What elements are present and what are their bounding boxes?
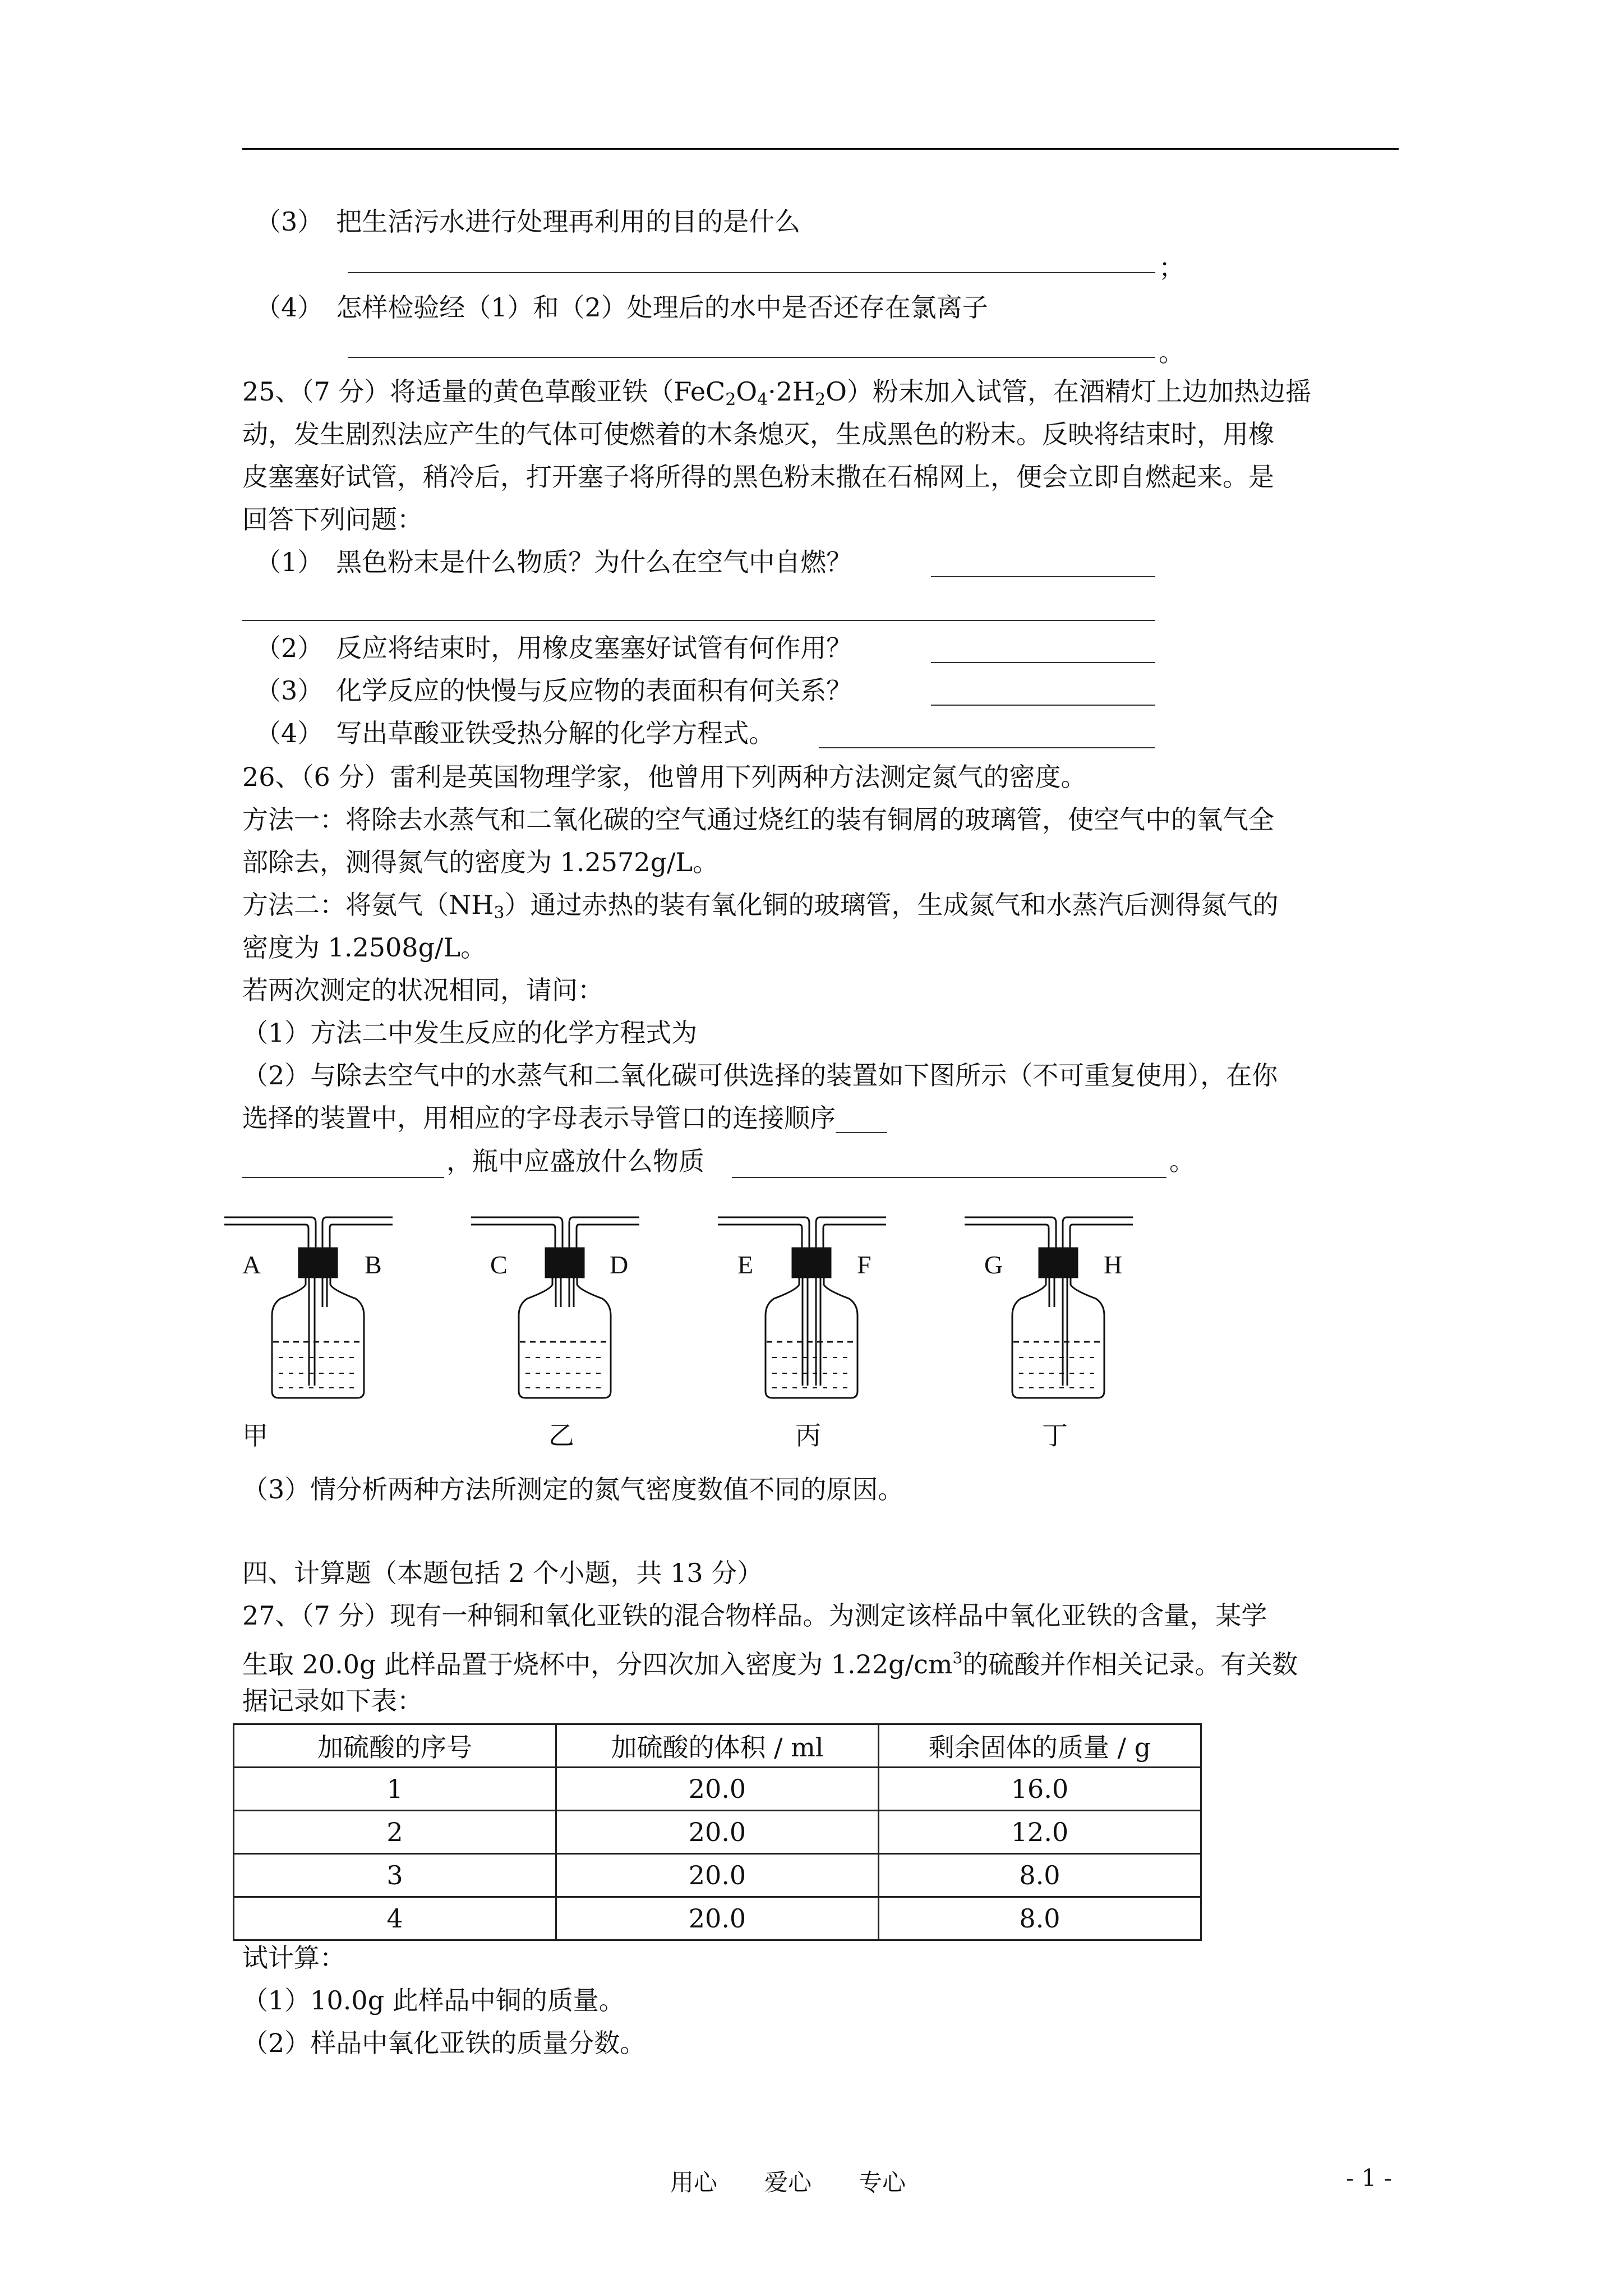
table-cell: 3 <box>234 1854 556 1897</box>
answer-blank <box>931 705 1155 706</box>
q27-2: （2）样品中氧化亚铁的质量分数。 <box>242 2028 646 2058</box>
q26-2c-end: 。 <box>1169 1146 1195 1176</box>
q25-line4: 回答下列问题： <box>242 504 423 535</box>
table-row <box>234 1811 1201 1854</box>
section-4-title: 四、计算题（本题包括 2 个小题，共 13 分） <box>242 1558 763 1588</box>
bottle-bing <box>718 1217 886 1398</box>
q25-stem <box>242 375 1311 417</box>
q26-text: ）通过赤热的装有氧化铜的玻璃管，生成氮气和水蒸汽后测得氮气的 <box>504 890 1279 920</box>
q26-condition: 若两次测定的状况相同，请问： <box>242 975 603 1005</box>
q26-method2 <box>242 888 1278 930</box>
table-header: 加硫酸的序号 <box>234 1724 556 1768</box>
q26-method1: 方法一：将除去水蒸气和二氧化碳的空气通过烧红的装有铜屑的玻璃管，使空气中的氧气全 <box>242 804 1274 835</box>
q24-4: （4） 怎样检验经（1）和（2）处理后的水中是否还存在氯离子 <box>255 292 988 323</box>
table-cell: 12.0 <box>879 1811 1201 1854</box>
table-cell: 4 <box>234 1897 556 1940</box>
table-row <box>234 1897 1201 1940</box>
q26-2b: 选择的装置中，用相应的字母表示导管口的连接顺序____ <box>242 1103 887 1133</box>
port-label: D <box>610 1250 629 1279</box>
q26-3: （3）情分析两种方法所测定的氮气密度数值不同的原因。 <box>242 1474 904 1504</box>
q27-line2 <box>242 1641 1298 1681</box>
q27-line3: 据记录如下表： <box>242 1686 423 1716</box>
q24-3-end: ； <box>1159 252 1184 283</box>
table-cell: 8.0 <box>879 1897 1201 1940</box>
q25-line2: 动，发生剧烈法应产生的气体可使燃着的木条熄灭，生成黑色的粉末。反映将结束时，用橡 <box>242 419 1274 449</box>
subscript: 4 <box>757 390 768 409</box>
q25-text: O <box>736 376 758 407</box>
data-table <box>233 1723 1202 1941</box>
q27-calc-title: 试计算： <box>242 1943 345 1973</box>
q25-text: ·2H <box>768 376 815 407</box>
answer-blank <box>348 272 1155 273</box>
q24-4-end: 。 <box>1159 337 1184 367</box>
table-cell: 2 <box>234 1811 556 1854</box>
q25-1: （1） 黑色粉末是什么物质？为什么在空气中自燃？ <box>255 547 852 577</box>
table-cell: 20.0 <box>556 1854 879 1897</box>
q26-text: 方法二：将氨气（NH <box>242 890 494 920</box>
table-header-row <box>234 1724 1201 1768</box>
subscript: 2 <box>725 390 736 409</box>
table-row <box>234 1768 1201 1811</box>
subscript: 3 <box>494 903 505 923</box>
q27-stem: 27、（7 分）现有一种铜和氧化亚铁的混合物样品。为测定该样品中氧化亚铁的含量，某学 <box>242 1600 1267 1631</box>
q26-2: （2）与除去空气中的水蒸气和二氧化碳可供选择的装置如下图所示（不可重复使用），在你 <box>242 1060 1278 1091</box>
bottle-label: 丙 <box>795 1421 821 1450</box>
answer-blank <box>242 1177 444 1178</box>
q26-stem: 26、（6 分）雷利是英国物理学家，他曾用下列两种方法测定氮气的密度。 <box>242 762 1087 792</box>
bottle-label: 丁 <box>1042 1421 1068 1450</box>
footer-motto: 用心 爱心 专心 <box>670 2169 906 2196</box>
bottle-label: 乙 <box>548 1421 574 1450</box>
q27-1: （1）10.0g 此样品中铜的质量。 <box>242 1985 625 2016</box>
table-cell: 8.0 <box>879 1854 1201 1897</box>
answer-blank <box>242 620 1155 621</box>
q26-method1b: 部除去，测得氮气的密度为 1.2572g/L。 <box>242 847 719 877</box>
gas-washing-bottles-figure <box>0 1200 1623 1470</box>
q25-line3: 皮塞塞好试管，稍冷后，打开塞子将所得的黑色粉末撒在石棉网上，便会立即自燃起来。是 <box>242 462 1274 492</box>
table-cell: 1 <box>234 1768 556 1811</box>
port-label: C <box>490 1250 508 1279</box>
port-label: G <box>984 1250 1003 1279</box>
table-cell: 20.0 <box>556 1897 879 1940</box>
table-cell: 20.0 <box>556 1768 879 1811</box>
q26-2c: ，瓶中应盛放什么物质 <box>446 1146 704 1176</box>
bottle-ding <box>965 1217 1133 1398</box>
answer-blank <box>931 576 1155 577</box>
bottle-label: 甲 <box>242 1421 268 1450</box>
table-row <box>234 1854 1201 1897</box>
port-label: F <box>857 1250 872 1279</box>
q24-3: （3） 把生活污水进行处理再利用的目的是什么 <box>255 206 801 237</box>
q26-1: （1）方法二中发生反应的化学方程式为 <box>242 1018 698 1048</box>
page-number: - 1 - <box>1346 2164 1392 2192</box>
bottle-yi <box>471 1217 639 1398</box>
q25-text: O）粉末加入试管，在酒精灯上边加热边摇 <box>826 376 1311 407</box>
bottle-jia <box>224 1217 393 1398</box>
q27-text: 的硫酸并作相关记录。有关数 <box>962 1649 1298 1680</box>
q26-method2b: 密度为 1.2508g/L。 <box>242 932 487 963</box>
q27-text: 生取 20.0g 此样品置于烧杯中，分四次加入密度为 1.22g/cm <box>242 1649 953 1680</box>
answer-blank <box>732 1177 1166 1178</box>
table-header: 加硫酸的体积 / ml <box>556 1724 879 1768</box>
port-label: B <box>365 1250 382 1279</box>
q25-2: （2） 反应将结束时，用橡皮塞塞好试管有何作用？ <box>255 633 852 663</box>
port-label: A <box>242 1250 261 1279</box>
header-rule <box>242 148 1399 150</box>
table-header: 剩余固体的质量 / g <box>879 1724 1201 1768</box>
superscript: 3 <box>952 1649 963 1667</box>
port-label: E <box>737 1250 754 1279</box>
q25-3: （3） 化学反应的快慢与反应物的表面积有何关系？ <box>255 675 852 706</box>
subscript: 2 <box>815 390 826 409</box>
answer-blank <box>348 357 1155 358</box>
answer-blank <box>819 747 1155 748</box>
q25-text: 25、（7 分）将适量的黄色草酸亚铁（FeC <box>242 376 726 407</box>
port-label: H <box>1104 1250 1123 1279</box>
table-cell: 16.0 <box>879 1768 1201 1811</box>
q25-4: （4） 写出草酸亚铁受热分解的化学方程式。 <box>255 718 775 748</box>
table-cell: 20.0 <box>556 1811 879 1854</box>
answer-blank <box>931 662 1155 663</box>
